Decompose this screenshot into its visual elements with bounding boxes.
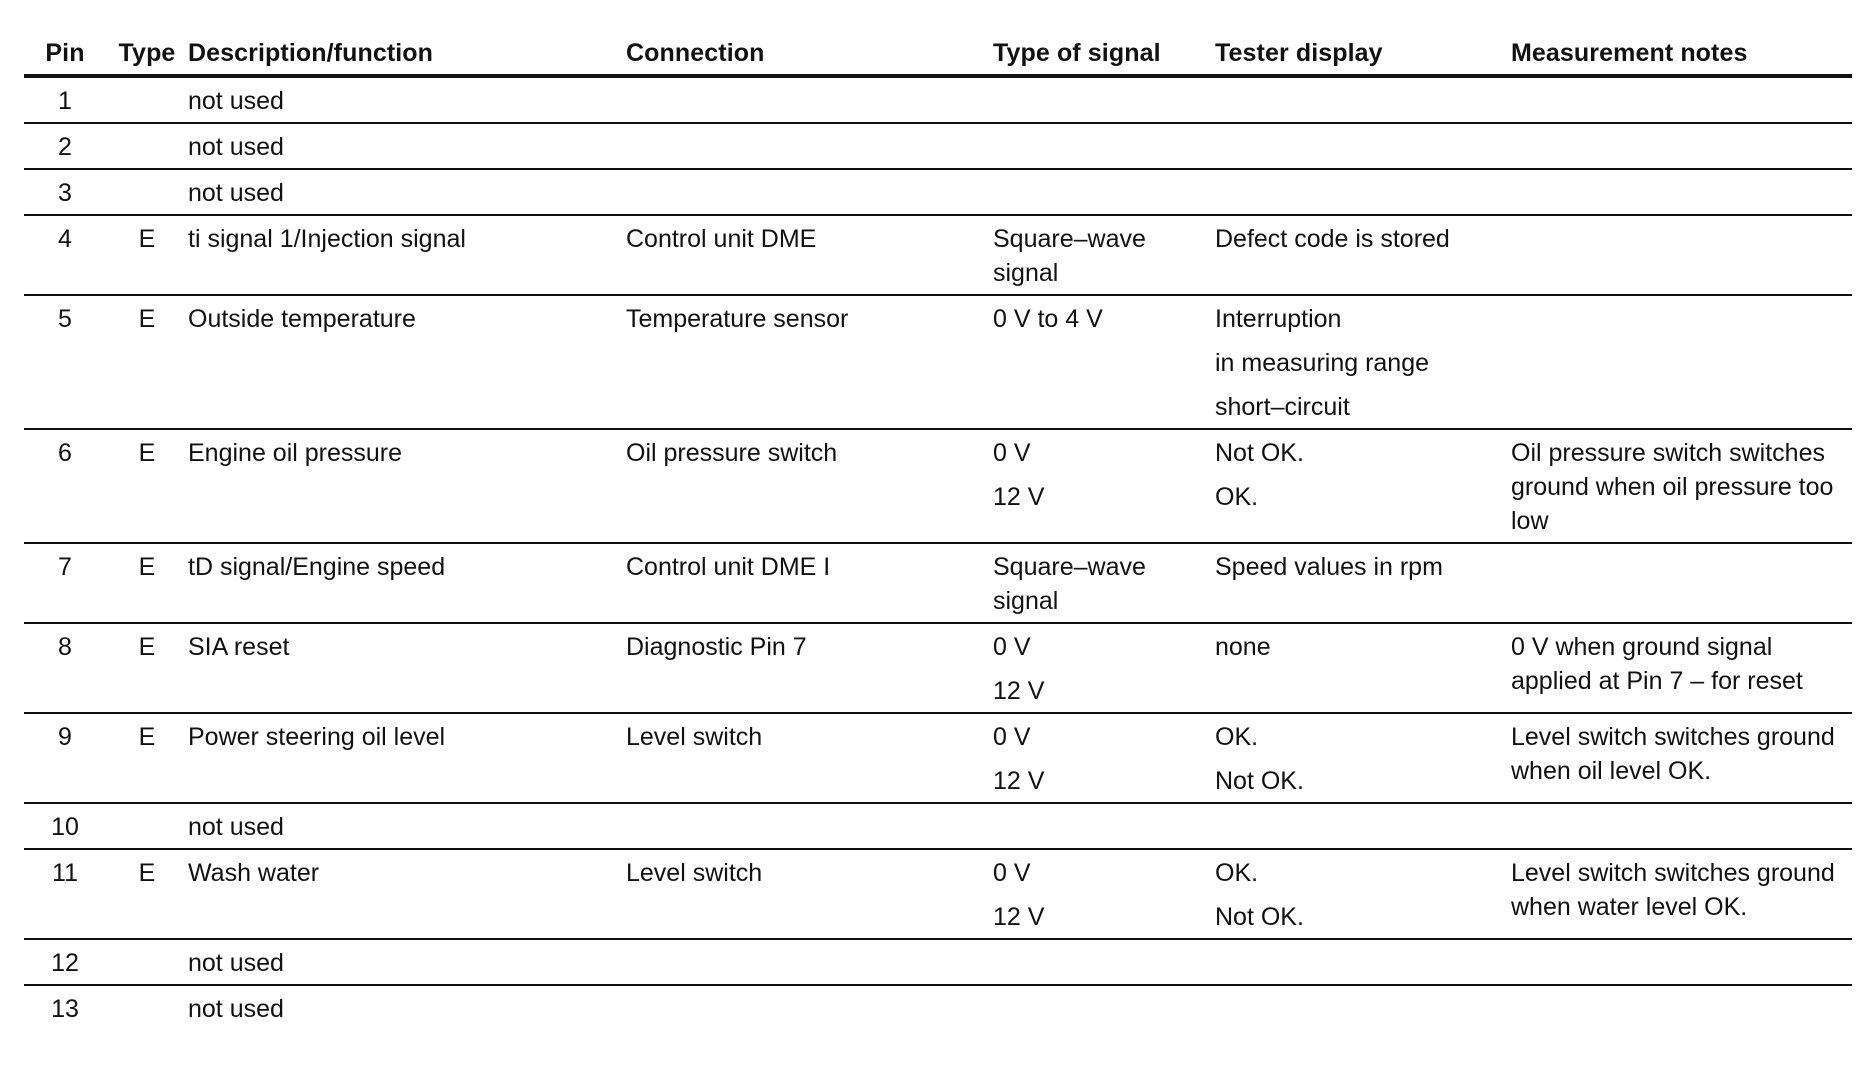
cell-description: not used [188,803,626,849]
cell-type: E [106,295,188,429]
signal-value: 12 V [993,903,1045,931]
cell-pin: 4 [24,215,106,295]
cell-pin: 11 [24,849,106,939]
cell-type: E [106,623,188,713]
table-row [24,295,1852,429]
tester-value: OK. [1215,483,1259,511]
cell-connection [626,803,993,849]
table-row [24,849,1852,939]
cell-signal [993,123,1215,169]
cell-notes [1511,169,1852,215]
cell-notes [1511,295,1852,429]
cell-signal [993,76,1215,123]
signal-value: 12 V [993,767,1045,795]
cell-connection: Control unit DME [626,215,993,295]
cell-notes [1511,215,1852,295]
table-row [24,939,1852,985]
cell-tester [1215,169,1511,215]
table-row [24,169,1852,215]
cell-description: not used [188,939,626,985]
table-row [24,123,1852,169]
cell-type: E [106,849,188,939]
signal-value: Square–wave signal [993,553,1146,615]
cell-pin: 12 [24,939,106,985]
cell-connection [626,169,993,215]
table-row [24,543,1852,623]
cell-type: E [106,713,188,803]
signal-value: 0 V [993,859,1031,887]
cell-notes [1511,76,1852,123]
cell-type [106,123,188,169]
cell-tester [1215,623,1511,713]
cell-notes: Oil pressure switch switches ground when oil pressure too low [1511,429,1852,543]
cell-signal [993,169,1215,215]
header-description: Description/function [188,26,626,76]
cell-type: E [106,215,188,295]
cell-signal [993,623,1215,713]
cell-tester [1215,76,1511,123]
cell-pin: 5 [24,295,106,429]
signal-value: 0 V [993,439,1031,467]
cell-notes: 0 V when ground signal applied at Pin 7 – for reset [1511,623,1852,713]
tester-value: OK. [1215,723,1259,751]
table-row [24,215,1852,295]
cell-tester [1215,849,1511,939]
cell-description: Outside temperature [188,295,626,429]
cell-pin: 13 [51,995,79,1023]
cell-description: not used [188,123,626,169]
cell-tester [1215,295,1511,429]
cell-pin: 2 [24,123,106,169]
tester-value: Interruption [1215,305,1342,333]
table-header-row [24,26,1852,76]
cell-tester [1215,215,1511,295]
cell-notes: Level switch switches ground when water level OK. [1511,849,1852,939]
cell-tester [1215,123,1511,169]
cell-type: E [106,429,188,543]
cell-type [106,76,188,123]
cell-signal [993,713,1215,803]
cell-pin: 10 [24,803,106,849]
cell-description: Wash water [188,849,626,939]
cell-pin: 7 [24,543,106,623]
signal-value: 12 V [993,483,1045,511]
tester-value: Not OK. [1215,767,1304,795]
cell-tester [1215,429,1511,543]
cell-notes [1511,543,1852,623]
cell-connection: Diagnostic Pin 7 [626,623,993,713]
cell-signal [993,849,1215,939]
signal-value: 0 V [993,633,1031,661]
table-body [24,76,1852,1030]
cell-description: not used [188,995,284,1023]
cell-notes [1511,123,1852,169]
cell-pin: 8 [24,623,106,713]
cell-connection: Level switch [626,713,993,803]
cell-pin: 9 [24,713,106,803]
signal-value: 0 V to 4 V [993,305,1103,333]
cell-signal [993,215,1215,295]
header-pin: Pin [24,26,106,76]
signal-value: 12 V [993,677,1045,705]
cell-connection: Level switch [626,849,993,939]
header-type: Type [106,26,188,76]
cell-description: SIA reset [188,623,626,713]
cell-tester [1215,543,1511,623]
cell-type [106,169,188,215]
cell-pin: 1 [24,76,106,123]
cell-type: E [106,543,188,623]
cell-signal [993,803,1215,849]
cell-notes [1511,803,1852,849]
cell-notes [1511,939,1852,985]
cell-description: not used [188,169,626,215]
cell-type [106,939,188,985]
tester-value: Not OK. [1215,439,1304,467]
cell-type [106,985,188,1030]
cell-description: Engine oil pressure [188,429,626,543]
cell-connection [626,76,993,123]
cell-tester [1215,939,1511,985]
cell-description: tD signal/Engine speed [188,543,626,623]
signal-value: Square–wave signal [993,225,1146,287]
pin-assignment-table [24,26,1852,1030]
header-notes: Measurement notes [1511,26,1852,76]
cell-signal [993,543,1215,623]
table-row [24,985,1852,1030]
cell-signal [993,939,1215,985]
cell-tester [1215,803,1511,849]
tester-value: in measuring range [1215,349,1430,377]
cell-description: ti signal 1/Injection signal [188,215,626,295]
tester-value: short–circuit [1215,393,1350,421]
cell-pin: 3 [24,169,106,215]
tester-value: Defect code is stored [1215,225,1450,253]
tester-value: Speed values in rpm [1215,553,1443,581]
cell-signal [993,985,1215,1030]
tester-value: OK. [1215,859,1259,887]
cell-notes: Level switch switches ground when oil level OK. [1511,713,1852,803]
cell-notes [1511,985,1852,1030]
cell-signal [993,295,1215,429]
cell-connection: Oil pressure switch [626,429,993,543]
cell-description: not used [188,76,626,123]
table-row [24,623,1852,713]
cell-connection [626,985,993,1030]
cell-type [106,803,188,849]
cell-tester [1215,985,1511,1030]
cell-connection [626,939,993,985]
header-tester: Tester display [1215,26,1511,76]
cell-tester [1215,713,1511,803]
cell-pin: 6 [24,429,106,543]
table-row [24,713,1852,803]
cell-signal [993,429,1215,543]
signal-value: 0 V [993,723,1031,751]
table-row [24,803,1852,849]
header-signal: Type of signal [993,26,1215,76]
table-row [24,76,1852,123]
cell-connection [626,123,993,169]
tester-value: none [1215,633,1271,661]
cell-description: Power steering oil level [188,713,626,803]
cell-connection: Temperature sensor [626,295,993,429]
header-connection: Connection [626,26,993,76]
cell-connection: Control unit DME I [626,543,993,623]
tester-value: Not OK. [1215,903,1304,931]
table-row [24,429,1852,543]
